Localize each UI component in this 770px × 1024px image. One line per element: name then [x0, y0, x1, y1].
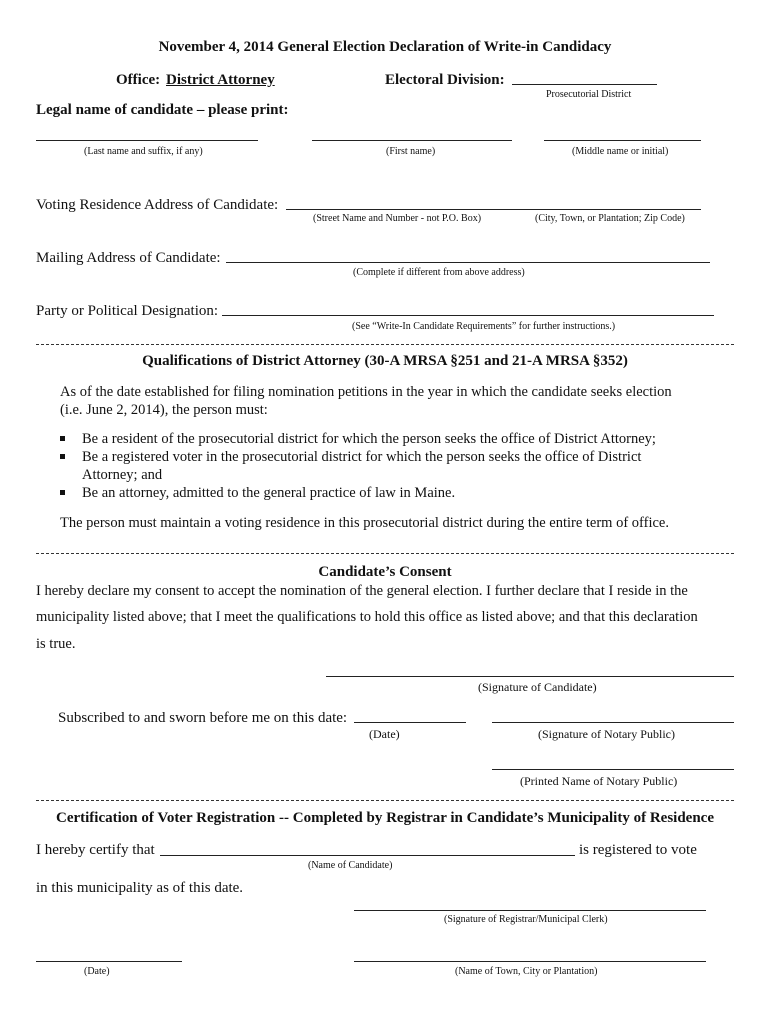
- sworn-date-caption: (Date): [369, 727, 400, 741]
- legal-name-label: Legal name of candidate – please print:: [36, 102, 289, 118]
- list-item: Be an attorney, admitted to the general practice of law in Maine.: [60, 484, 720, 502]
- form-title: November 4, 2014 General Election Declaration of Write-in Candidacy: [158, 39, 612, 55]
- candidate-name-field[interactable]: [160, 855, 575, 856]
- voting-address-label: Voting Residence Address of Candidate:: [36, 197, 279, 213]
- qualifications-closing: The person must maintain a voting residence in this prosecutorial district during the entire term of office.: [60, 515, 669, 531]
- voting-address-city-caption: (City, Town, or Plantation; Zip Code): [535, 213, 685, 224]
- first-name-field[interactable]: [312, 140, 512, 141]
- party-caption: (See “Write-In Candidate Requirements” for further instructions.): [352, 321, 616, 332]
- section-divider: [36, 800, 734, 801]
- consent-line1: I hereby declare my consent to accept the nomination of the general election. I further declare that I reside in the: [36, 583, 688, 599]
- qualifications-list: [60, 430, 720, 502]
- candidate-signature-caption: (Signature of Candidate): [478, 680, 597, 694]
- first-name-caption: (First name): [386, 146, 436, 157]
- certify-prefix: I hereby certify that: [36, 842, 155, 858]
- bullet-icon: [60, 490, 65, 495]
- middle-name-caption: (Middle name or initial): [572, 146, 669, 157]
- candidate-signature-field[interactable]: [326, 676, 734, 677]
- certification-date-field[interactable]: [36, 961, 182, 962]
- notary-printed-name-field[interactable]: [492, 769, 734, 770]
- office-value: District Attorney: [166, 72, 275, 88]
- party-field[interactable]: [222, 315, 714, 316]
- mailing-address-label: Mailing Address of Candidate:: [36, 250, 221, 266]
- notary-signature-caption: (Signature of Notary Public): [538, 727, 675, 741]
- certification-date-caption: (Date): [84, 966, 110, 977]
- certify-suffix: is registered to vote: [579, 842, 697, 858]
- section-divider: [36, 344, 734, 345]
- consent-line3: is true.: [36, 636, 76, 652]
- consent-line2: municipality listed above; that I meet the qualifications to hold this office as listed above; and that this declaration: [36, 609, 698, 625]
- town-name-field[interactable]: [354, 961, 706, 962]
- last-name-caption: (Last name and suffix, if any): [84, 146, 203, 157]
- mailing-address-field[interactable]: [226, 262, 710, 263]
- sworn-label: Subscribed to and sworn before me on this date:: [58, 710, 348, 726]
- bullet-icon: [60, 436, 65, 441]
- notary-signature-field[interactable]: [492, 722, 734, 723]
- list-item: Be a resident of the prosecutorial district for which the person seeks the office of District Attorney;: [60, 430, 720, 448]
- consent-heading: Candidate’s Consent: [318, 564, 452, 580]
- voting-address-field[interactable]: [286, 209, 701, 210]
- bullet-icon: [60, 454, 65, 459]
- middle-name-field[interactable]: [544, 140, 701, 141]
- last-name-field[interactable]: [36, 140, 258, 141]
- qualifications-heading: Qualifications of District Attorney (30-A MRSA §251 and 21-A MRSA §352): [142, 353, 628, 369]
- party-label: Party or Political Designation:: [36, 303, 219, 319]
- section-divider: [36, 553, 734, 554]
- municipality-line: in this municipality as of this date.: [36, 880, 244, 896]
- electoral-division-field[interactable]: [512, 84, 657, 85]
- electoral-division-caption: Prosecutorial District: [546, 89, 632, 100]
- list-item: Be a registered voter in the prosecutorial district for which the person seeks the office of District Attorney; and: [60, 448, 682, 484]
- sworn-date-field[interactable]: [354, 722, 466, 723]
- mailing-address-caption: (Complete if different from above address): [353, 267, 525, 278]
- certification-heading: Certification of Voter Registration -- Completed by Registrar in Candidate’s Municipality of Residence: [56, 810, 714, 826]
- notary-printed-name-caption: (Printed Name of Notary Public): [520, 774, 678, 788]
- town-name-caption: (Name of Town, City or Plantation): [455, 966, 598, 977]
- qualifications-intro-line1: As of the date established for filing nomination petitions in the year in which the candidate seeks election: [60, 384, 672, 400]
- registrar-signature-field[interactable]: [354, 910, 706, 911]
- electoral-division-label: Electoral Division:: [385, 72, 505, 88]
- qualifications-intro-line2: (i.e. June 2, 2014), the person must:: [60, 402, 268, 418]
- voting-address-street-caption: (Street Name and Number - not P.O. Box): [313, 213, 482, 224]
- candidate-name-caption: (Name of Candidate): [308, 860, 393, 871]
- office-label: Office:: [116, 72, 161, 88]
- registrar-signature-caption: (Signature of Registrar/Municipal Clerk): [444, 914, 608, 925]
